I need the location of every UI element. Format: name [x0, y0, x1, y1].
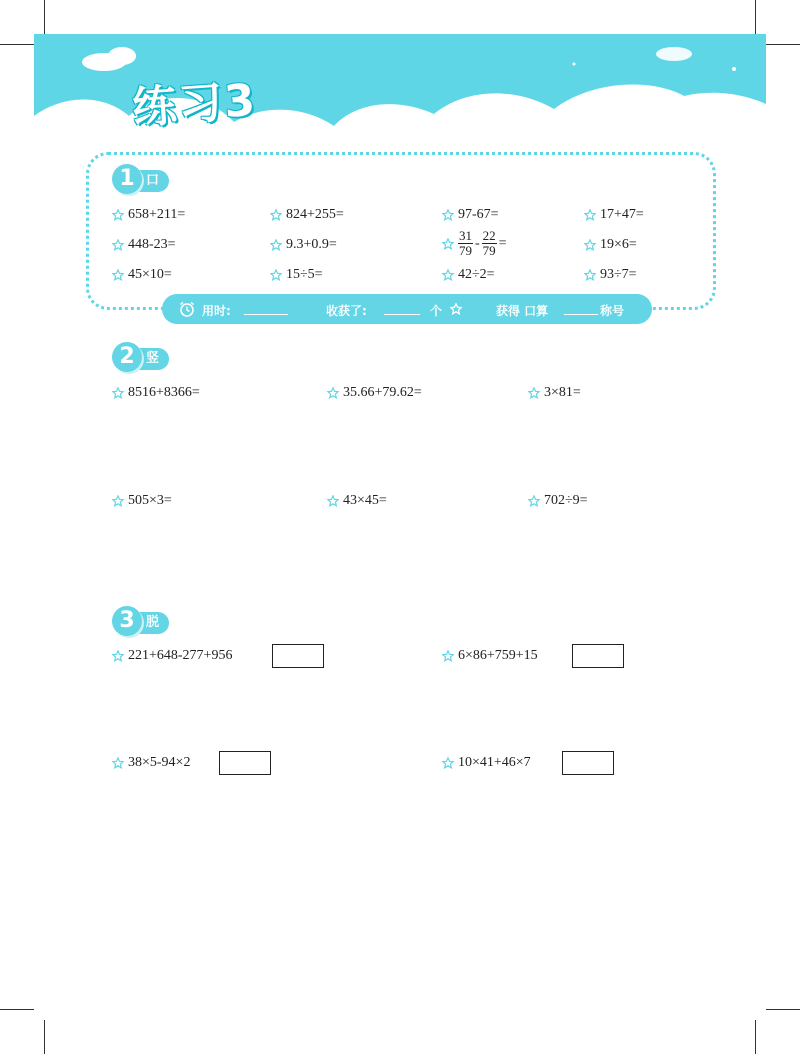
fraction-operator: - — [475, 235, 480, 251]
problem — [442, 267, 495, 283]
star-icon — [270, 209, 282, 221]
star-icon — [442, 209, 454, 221]
problem — [112, 237, 176, 253]
crop-mark — [766, 1009, 800, 1010]
crop-mark — [44, 1020, 45, 1054]
problem-text: 19×6= — [600, 237, 637, 252]
crop-mark — [755, 0, 756, 34]
unit-label: 个 — [430, 304, 443, 318]
problem-text: 448-23= — [128, 237, 176, 252]
star-icon — [442, 650, 454, 662]
star-icon — [327, 387, 339, 399]
problem — [112, 267, 172, 283]
problem-text: 35.66+79.62= — [343, 385, 422, 400]
star-icon — [450, 303, 462, 315]
fraction-a-denominator: 79 — [459, 243, 472, 258]
crop-mark — [766, 44, 800, 45]
gain-label: 收获了: — [326, 304, 367, 318]
star-icon — [528, 495, 540, 507]
problem-text: 42÷2= — [458, 267, 495, 282]
problem-text: 658+211= — [128, 207, 186, 222]
problem-text: 824+255= — [286, 207, 344, 222]
problem — [584, 207, 644, 223]
problem — [112, 493, 172, 509]
star-icon — [584, 209, 596, 221]
oral-calc-box — [86, 152, 716, 310]
problem-text: 43×45= — [343, 493, 387, 508]
answer-box[interactable] — [272, 644, 324, 668]
fraction-a — [458, 229, 473, 258]
problem — [112, 385, 200, 401]
star-icon — [112, 269, 124, 281]
award-label: 获得 口算 — [496, 304, 549, 318]
problem-text: 3×81= — [544, 385, 581, 400]
problem — [327, 385, 422, 401]
problem — [112, 755, 190, 771]
time-label: 用时: — [202, 304, 231, 318]
problem-text: 17+47= — [600, 207, 644, 222]
section-3-label: 脱式计算 — [128, 612, 169, 634]
problem — [442, 755, 531, 771]
crop-mark — [0, 1009, 34, 1010]
section-2-label: 竖式 — [128, 348, 169, 370]
crop-mark — [755, 1020, 756, 1054]
problem — [528, 385, 581, 401]
status-bar — [162, 294, 652, 324]
problem-text: 93÷7= — [600, 267, 637, 282]
problem — [112, 648, 232, 664]
time-blank[interactable] — [244, 302, 288, 315]
answer-box[interactable] — [562, 751, 614, 775]
title-suffix: 称号 — [600, 304, 625, 318]
section-3-number: 3 — [112, 606, 142, 636]
award-blank[interactable] — [564, 302, 598, 315]
star-icon — [442, 269, 454, 281]
section-1-label: 口算 — [128, 170, 169, 192]
star-icon — [327, 495, 339, 507]
problem-text: 9.3+0.9= — [286, 237, 337, 252]
star-icon — [112, 209, 124, 221]
star-icon — [112, 495, 124, 507]
section-1-number: 1 — [112, 164, 142, 194]
problem — [584, 267, 637, 283]
problem-text: 38×5-94×2 — [128, 755, 191, 770]
star-icon — [112, 239, 124, 251]
problem — [270, 237, 337, 253]
star-icon — [270, 239, 282, 251]
star-icon — [584, 239, 596, 251]
star-icon — [112, 387, 124, 399]
problem — [270, 267, 323, 283]
problem-text: 8516+8366= — [128, 385, 200, 400]
page-title: 练习3 — [130, 74, 259, 135]
fraction-equals: = — [498, 235, 507, 251]
section-2-number: 2 — [112, 342, 142, 372]
star-icon — [584, 269, 596, 281]
problem-text: 221+648-277+956 — [128, 648, 233, 663]
answer-box[interactable] — [219, 751, 271, 775]
star-icon — [442, 238, 454, 250]
star-icon — [528, 387, 540, 399]
problem-text: 505×3= — [128, 493, 172, 508]
crop-mark — [0, 44, 34, 45]
problem — [327, 493, 387, 509]
problem-text: 45×10= — [128, 267, 172, 282]
fraction-b-numerator: 22 — [482, 228, 496, 243]
star-icon — [112, 757, 124, 769]
fraction-b — [482, 229, 497, 258]
problem-text: 97-67= — [458, 207, 499, 222]
problem — [584, 237, 637, 253]
fraction-b-denominator: 79 — [482, 243, 496, 258]
problem-text: 10×41+46×7 — [458, 755, 531, 770]
fraction-a-numerator: 31 — [459, 228, 472, 243]
problem — [112, 207, 185, 223]
problem — [442, 648, 538, 664]
alarm-clock-icon — [178, 300, 196, 318]
star-icon — [112, 650, 124, 662]
problem-text: 702÷9= — [544, 493, 588, 508]
crop-mark — [44, 0, 45, 34]
gain-blank[interactable] — [384, 302, 420, 315]
problem-text: 15÷5= — [286, 267, 323, 282]
problem-text: 6×86+759+15 — [458, 648, 538, 663]
star-icon — [270, 269, 282, 281]
problem — [528, 493, 588, 509]
problem — [270, 207, 344, 223]
fraction-problem — [442, 229, 507, 258]
problem — [442, 207, 499, 223]
star-icon — [442, 757, 454, 769]
answer-box[interactable] — [572, 644, 624, 668]
